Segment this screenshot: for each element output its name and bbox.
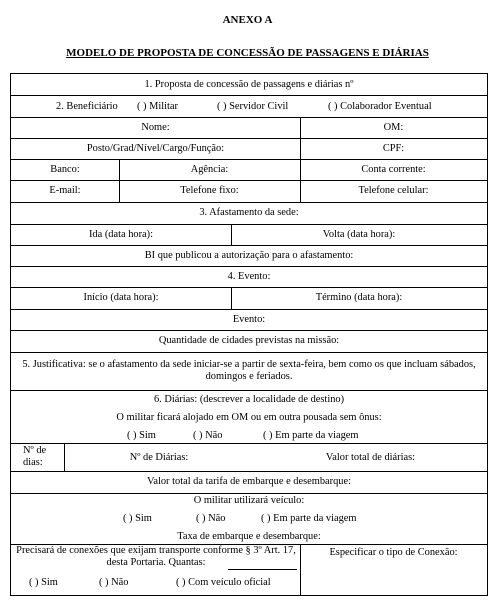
row-divider: [11, 180, 487, 181]
row-divider: [11, 390, 487, 391]
nome-field[interactable]: Nome:: [141, 122, 170, 133]
alojado-option-parte[interactable]: ( ) Em parte da viagem: [263, 430, 359, 441]
conexoes-option-nao[interactable]: ( ) Não: [99, 577, 129, 588]
agencia-field[interactable]: Agência:: [190, 164, 229, 175]
row-divider: [11, 245, 487, 246]
valor-total-diarias-field[interactable]: Valor total de diárias:: [325, 452, 416, 463]
alojado-option-nao[interactable]: ( ) Não: [193, 430, 223, 441]
row-divider: [11, 330, 487, 331]
option-militar[interactable]: ( ) Militar: [137, 101, 178, 112]
num-dias-field[interactable]: Nº de dias:: [23, 445, 47, 468]
option-servidor-civil[interactable]: ( ) Servidor Civil: [217, 101, 289, 112]
ida-field[interactable]: Ida (data hora):: [88, 229, 154, 240]
row-divider: [11, 471, 487, 472]
conta-corrente-field[interactable]: Conta corrente:: [361, 164, 426, 175]
row-divider: [11, 117, 487, 118]
conexoes-field[interactable]: Precisará de conexões que exijam transporte conforme § 3º Art. 17, desta Portaria. Quantas:: [16, 545, 296, 568]
quantas-underline: [228, 569, 297, 570]
veiculo-option-sim[interactable]: ( ) Sim: [123, 513, 152, 524]
cidades-field[interactable]: Quantidade de cidades previstas na missão:: [158, 335, 340, 346]
alojado-option-sim[interactable]: ( ) Sim: [127, 430, 156, 441]
valor-tarifa-field[interactable]: Valor total da tarifa de embarque e desembarque:: [147, 476, 351, 487]
om-field[interactable]: OM:: [383, 122, 404, 133]
conexoes-option-veiculo-oficial[interactable]: ( ) Com veículo oficial: [176, 577, 271, 588]
proposal-form: [10, 73, 488, 596]
row-divider: [11, 493, 487, 494]
volta-field[interactable]: Volta (data hora):: [322, 229, 396, 240]
veiculo-question: O militar utilizará veículo:: [193, 495, 305, 506]
row-divider: [11, 159, 487, 160]
telefone-celular-field[interactable]: Telefone celular:: [358, 185, 429, 196]
bi-field[interactable]: BI que publicou a autorização para o afastamento:: [144, 250, 354, 261]
row-divider: [11, 95, 487, 96]
row-divider: [11, 309, 487, 310]
veiculo-option-nao[interactable]: ( ) Não: [196, 513, 226, 524]
cpf-field[interactable]: CPF:: [382, 143, 405, 154]
row-divider: [11, 352, 487, 353]
especificar-conexao-field[interactable]: Especificar o tipo de Conexão:: [329, 547, 458, 558]
row-divider: [11, 287, 487, 288]
section6-title: 6. Diárias: (descrever a localidade de destino): [153, 394, 345, 405]
posto-field[interactable]: Posto/Grad/Nível/Cargo/Função:: [86, 143, 225, 154]
telefone-fixo-field[interactable]: Telefone fixo:: [180, 185, 239, 196]
row-divider: [11, 224, 487, 225]
taxa-field[interactable]: Taxa de embarque e desembarque:: [177, 531, 321, 542]
evento-field[interactable]: Evento:: [232, 314, 266, 325]
row-divider: [11, 138, 487, 139]
alojado-question: O militar ficará alojado em OM ou em outra pousada sem ônus:: [116, 412, 382, 423]
section5-justificativa[interactable]: 5. Justificativa: se o afastamento da sede iniciar-se a partir de sexta-feira, bem como os que incluam sábados, domingos e feriados.: [22, 359, 476, 382]
row-divider: [11, 443, 487, 444]
email-field[interactable]: E-mail:: [49, 185, 81, 196]
beneficiary-label: 2. Beneficiário: [56, 101, 118, 112]
veiculo-option-parte[interactable]: ( ) Em parte da viagem: [261, 513, 357, 524]
model-title: MODELO DE PROPOSTA DE CONCESSÃO DE PASSAGENS E DIÁRIAS: [66, 47, 429, 59]
section3-title: 3. Afastamento da sede:: [199, 207, 299, 218]
termino-field[interactable]: Término (data hora):: [315, 292, 403, 303]
row-divider: [11, 202, 487, 203]
num-diarias-field[interactable]: Nº de Diárias:: [129, 452, 189, 463]
section1-title: 1. Proposta de concessão de passagens e diárias nº: [144, 79, 354, 90]
option-colaborador-eventual[interactable]: ( ) Colaborador Eventual: [328, 101, 432, 112]
conexoes-option-sim[interactable]: ( ) Sim: [29, 577, 58, 588]
row-divider: [11, 266, 487, 267]
banco-field[interactable]: Banco:: [50, 164, 80, 175]
inicio-field[interactable]: Início (data hora):: [83, 292, 159, 303]
annex-heading: ANEXO A: [222, 14, 273, 26]
section4-title: 4. Evento:: [227, 271, 271, 282]
